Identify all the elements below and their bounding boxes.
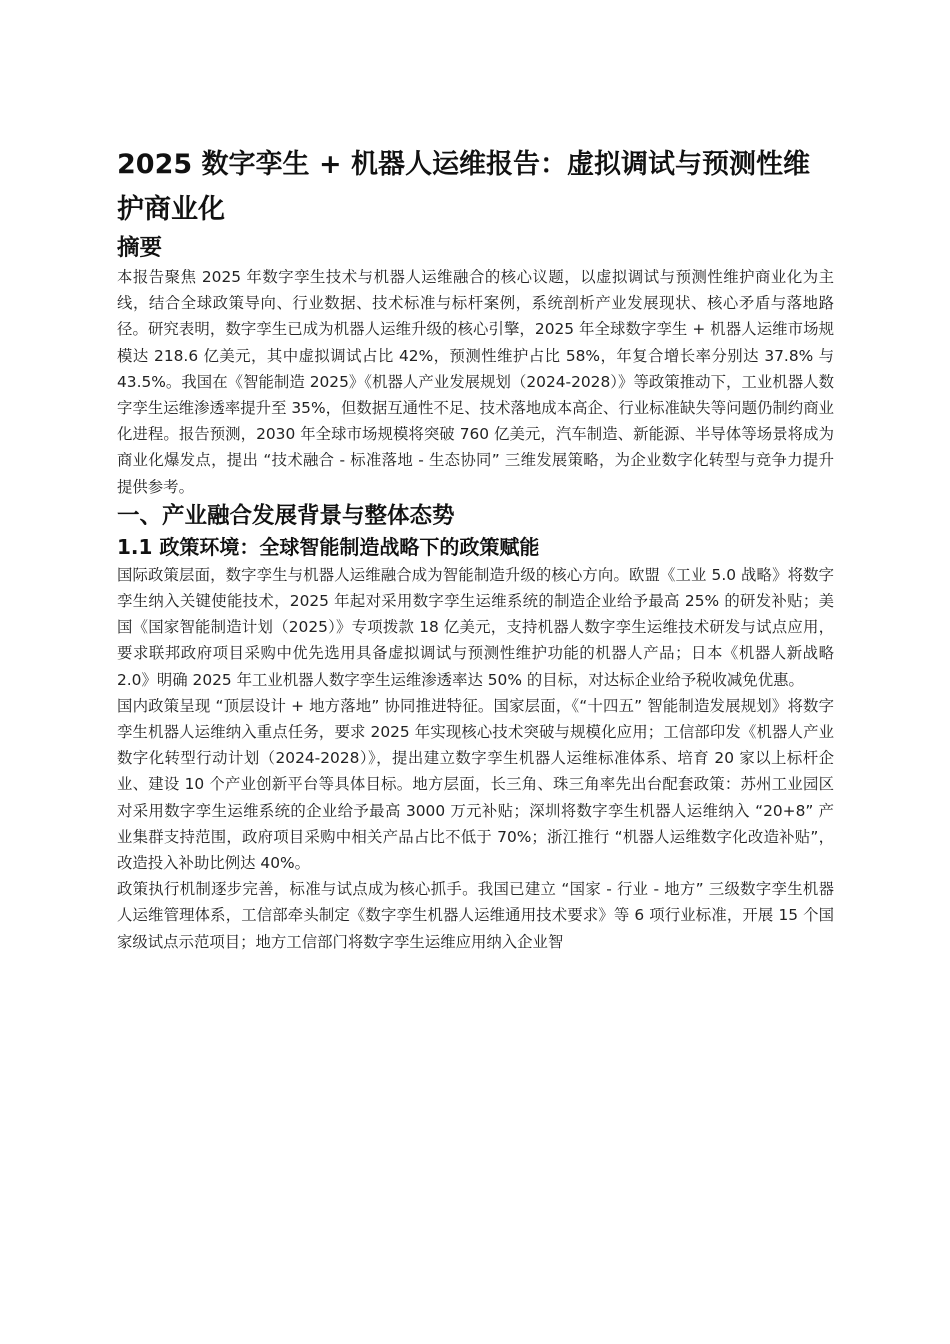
policy-paragraph-domestic: 国内政策呈现 “顶层设计 + 地方落地” 协同推进特征。国家层面，《“十四五” 智能制造发展规划》将数字孪生机器人运维纳入重点任务，要求 2025 年实现核心技术突破与规模化应用；工信部印发《机器人产业数字化转型行动计划（2024-2028）》，提出建立数字孪生机器人运维标准体系、培育 20 家以上标杆企业、建设 10 个产业创新平台等具体目标。地方层面，长三角、珠三角率先出台配套政策：苏州工业园区对采用数字孪生运维系统的企业给予最高 3000 万元补贴；深圳将数字孪生机器人运维纳入 “20+8” 产业集群支持范围，政府项目采购中相关产品占比不低于 70%；浙江推行 “机器人运维数字化改造补贴”，改造投入补助比例达 40%。 — [117, 696, 834, 873]
section-1-heading: 一、产业融合发展背景与整体态势 — [117, 502, 455, 529]
document-title: 2025 数字孪生 + 机器人运维报告：虚拟调试与预测性维护商业化 — [117, 149, 810, 225]
abstract-heading: 摘要 — [117, 235, 163, 261]
subsection-1-1-heading: 1.1 政策环境：全球智能制造战略下的政策赋能 — [117, 534, 540, 559]
document-page — [117, 142, 834, 955]
policy-paragraph-execution: 政策执行机制逐步完善，标准与试点成为核心抓手。我国已建立 “国家 - 行业 - 地方” 三级数字孪生机器人运维管理体系，工信部牵头制定《数字孪生机器人运维通用技术要求》等 6 项行业标准，开展 15 个国家级试点示范项目；地方工信部门将数字孪生运维应用纳入企业智 — [117, 880, 834, 951]
abstract-paragraph: 本报告聚焦 2025 年数字孪生技术与机器人运维融合的核心议题，以虚拟调试与预测性维护商业化为主线，结合全球政策导向、行业数据、技术标准与标杆案例，系统剖析产业发展现状、核心矛盾与落地路径。研究表明，数字孪生已成为机器人运维升级的核心引擎，2025 年全球数字孪生 + 机器人运维市场规模达 218.6 亿美元，其中虚拟调试占比 42%，预测性维护占比 58%，年复合增长率分别达 37.8% 与 43.5%。我国在《智能制造 2025》《机器人产业发展规划（2024-2028）》等政策推动下，工业机器人数字孪生运维渗透率提升至 35%，但数据互通性不足、技术落地成本高企、行业标准缺失等问题仍制约商业化进程。报告预测，2030 年全球市场规模将突破 760 亿美元，汽车制造、新能源、半导体等场景将成为商业化爆发点，提出 “技术融合 - 标准落地 - 生态协同” 三维发展策略，为企业数字化转型与竞争力提升提供参考。 — [117, 268, 834, 496]
policy-paragraph-international: 国际政策层面，数字孪生与机器人运维融合成为智能制造升级的核心方向。欧盟《工业 5.0 战略》将数字孪生纳入关键使能技术，2025 年起对采用数字孪生运维系统的制造企业给予最高 25% 的研发补贴；美国《国家智能制造计划（2025）》专项拨款 18 亿美元，支持机器人数字孪生运维技术研发与试点应用，要求联邦政府项目采购中优先选用具备虚拟调试与预测性维护功能的机器人产品；日本《机器人新战略 2.0》明确 2025 年工业机器人数字孪生运维渗透率达 50% 的目标，对达标企业给予税收减免优惠。 — [117, 565, 834, 689]
